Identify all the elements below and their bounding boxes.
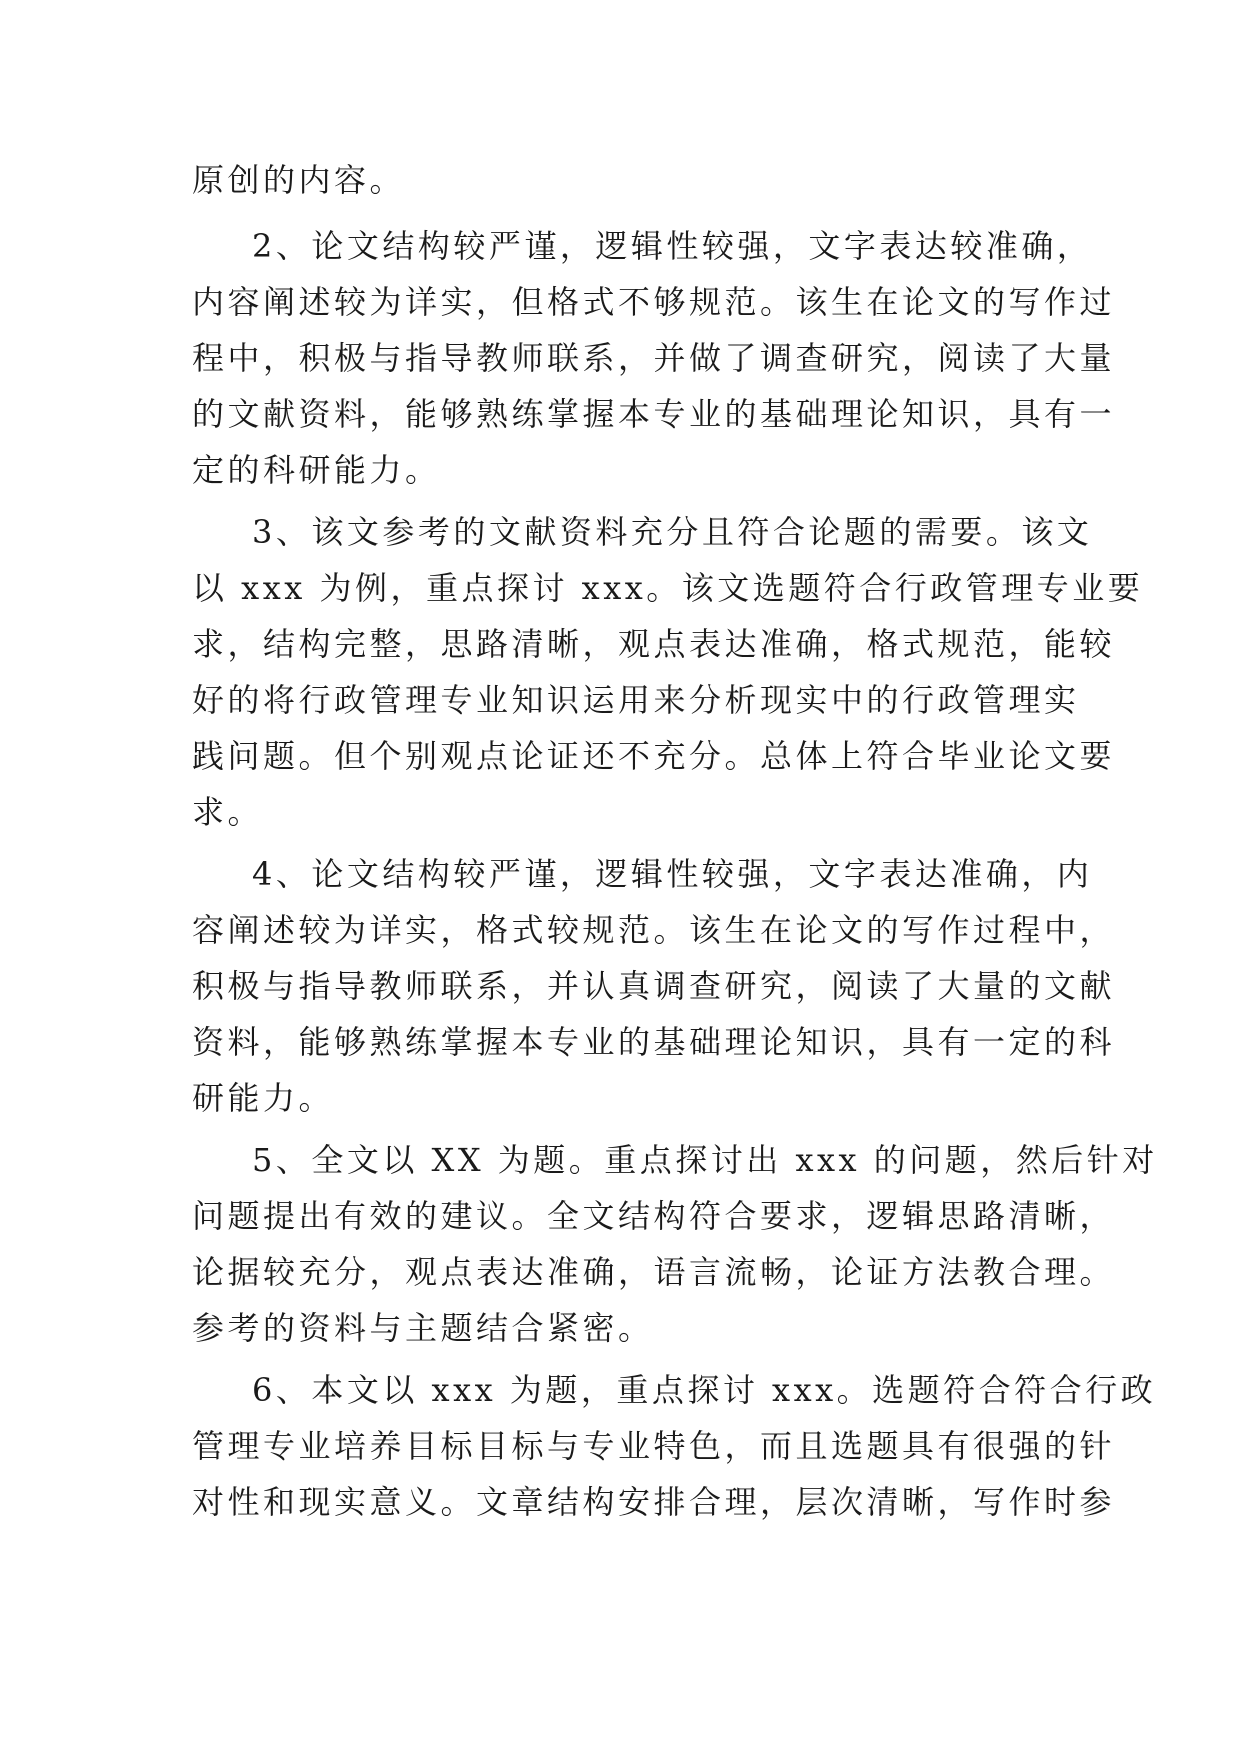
paragraph-5-line: 5、全文以 XX 为题。重点探讨出 xxx 的问题，然后针对 xyxy=(252,1141,1158,1179)
text-line: 定的科研能力。 xyxy=(192,451,441,489)
text-line: 原创的内容。 xyxy=(192,161,406,199)
text-line: 容阐述较为详实，格式较规范。该生在论文的写作过程中， xyxy=(192,911,1116,949)
text-line: 内容阐述较为详实，但格式不够规范。该生在论文的写作过 xyxy=(192,283,1116,321)
paragraph-4-line: 4、论文结构较严谨，逻辑性较强，文字表达准确，内 xyxy=(252,855,1093,893)
text-line: 对性和现实意义。文章结构安排合理，层次清晰，写作时参 xyxy=(192,1483,1116,1521)
paragraph-2-line: 2、论文结构较严谨，逻辑性较强，文字表达较准确， xyxy=(252,227,1093,265)
text-line: 研能力。 xyxy=(192,1079,335,1117)
text-line: 的文献资料，能够熟练掌握本专业的基础理论知识，具有一 xyxy=(192,395,1116,433)
text-line: 好的将行政管理专业知识运用来分析现实中的行政管理实 xyxy=(192,681,1080,719)
text-line: 程中，积极与指导教师联系，并做了调查研究，阅读了大量 xyxy=(192,339,1116,377)
text-line: 论据较充分，观点表达准确，语言流畅，论证方法教合理。 xyxy=(192,1253,1116,1291)
text-line: 积极与指导教师联系，并认真调查研究，阅读了大量的文献 xyxy=(192,967,1116,1005)
text-line: 问题提出有效的建议。全文结构符合要求，逻辑思路清晰， xyxy=(192,1197,1116,1235)
text-line: 求。 xyxy=(192,793,264,831)
text-line: 资料，能够熟练掌握本专业的基础理论知识，具有一定的科 xyxy=(192,1023,1116,1061)
paragraph-6-line: 6、本文以 xxx 为题，重点探讨 xxx。选题符合符合行政 xyxy=(252,1371,1157,1409)
text-line: 践问题。但个别观点论证还不充分。总体上符合毕业论文要 xyxy=(192,737,1116,775)
paragraph-3-line: 3、该文参考的文献资料充分且符合论题的需要。该文 xyxy=(252,513,1093,551)
text-line: 求，结构完整，思路清晰，观点表达准确，格式规范，能较 xyxy=(192,625,1116,663)
text-line: 以 xxx 为例，重点探讨 xxx。该文选题符合行政管理专业要 xyxy=(192,569,1144,607)
text-line: 参考的资料与主题结合紧密。 xyxy=(192,1309,654,1347)
text-line: 管理专业培养目标目标与专业特色，而且选题具有很强的针 xyxy=(192,1427,1116,1465)
